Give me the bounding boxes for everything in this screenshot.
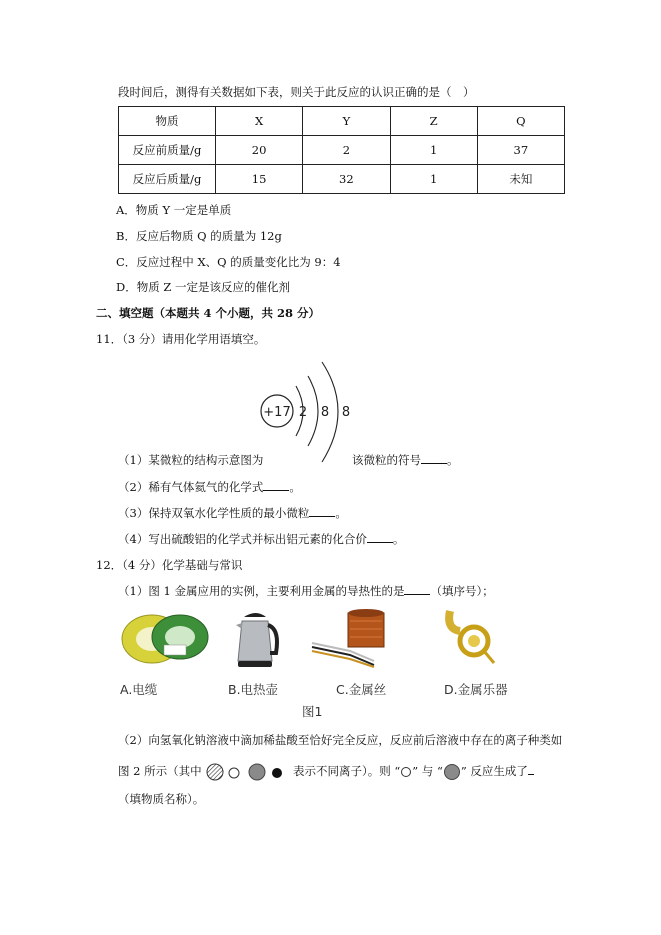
answer-blank[interactable] (367, 531, 393, 543)
q11-stem: 11．（3 分）请用化学用语填空。 (96, 332, 266, 346)
figure-label-b: B.电热壶 (228, 682, 279, 697)
nucleus-label: +17 (263, 405, 291, 420)
shell-electrons-3: 8 (341, 405, 351, 420)
end-mark: 。 (335, 506, 347, 520)
table-cell: 20 (216, 136, 303, 165)
figure-caption: 图1 (302, 704, 323, 719)
black-ion-icon (272, 768, 282, 778)
question-intro: 段时间后，测得有关数据如下表，则关于此反应的认识正确的是（ ） (118, 85, 475, 99)
answer-blank[interactable] (309, 505, 335, 517)
table-header-cell: 物质 (119, 107, 216, 136)
answer-blank[interactable] (263, 479, 289, 491)
q12-part1-tail: （填序号）； (430, 584, 494, 598)
table-cell: 37 (477, 136, 564, 165)
answer-blank[interactable] (421, 452, 447, 464)
atom-structure-diagram (258, 358, 358, 466)
end-mark: 。 (392, 532, 405, 546)
section-title: 二、填空题（本题共 4 个小题，共 28 分） (96, 306, 321, 320)
table-header-cell: Q (477, 107, 564, 136)
electric-kettle-image (232, 607, 282, 669)
table-cell: 15 (216, 165, 303, 194)
option-a: A．物质 Y 一定是单质 (116, 203, 232, 217)
table-row (119, 136, 565, 165)
figure-label-c: C.金属丝 (336, 682, 387, 697)
option-b: B．反应后物质 Q 的质量为 12g (116, 229, 282, 243)
white-ion-icon (400, 765, 412, 779)
q12-part2-line3: （填物质名称）。 (118, 792, 205, 806)
q11-part1-a: （1）某微粒的结构示意图为 (118, 453, 264, 467)
gray-ion-icon (443, 763, 461, 781)
figure-label-d: D.金属乐器 (444, 682, 508, 697)
q12-stem: 12．（4 分）化学基础与常识 (96, 558, 243, 572)
option-c: C．反应过程中 X、Q 的质量变化比为 9：4 (116, 255, 341, 269)
hatched-ion-icon (207, 764, 223, 780)
q11-part3-text: （3）保持双氧水化学性质的最小微粒 (118, 506, 310, 520)
q11-part1-b (352, 452, 459, 468)
q12-part2-line2 (118, 762, 534, 782)
answer-blank[interactable] (528, 763, 534, 775)
cable-image (118, 607, 210, 669)
q12-part2-line2a: 图 2 所示（其中 (118, 764, 202, 778)
shell-arc-2 (308, 376, 318, 446)
data-table (118, 106, 565, 194)
table-cell: 2 (303, 136, 390, 165)
shell-electrons-2: 8 (320, 405, 330, 420)
table-header-cell: Y (303, 107, 390, 136)
q12-part2-line2c: ” 与 “ (412, 764, 443, 778)
q12-part1 (118, 583, 494, 599)
table-cell: 1 (390, 136, 477, 165)
q11-part1-b-text: 该微粒的符号 (352, 453, 421, 467)
metal-wire-image (310, 607, 390, 669)
end-mark: 。 (289, 480, 301, 494)
metal-instrument-image (444, 607, 500, 669)
ion-legend-icons (205, 762, 289, 782)
table-header-cell: X (216, 107, 303, 136)
q11-part4 (118, 531, 404, 547)
table-header-row (119, 107, 565, 136)
table-cell: 1 (390, 165, 477, 194)
white-ion-icon (229, 768, 239, 778)
q12-part1-text: （1）图 1 金属应用的实例，主要利用金属的导热性的是 (118, 584, 405, 598)
option-d: D．物质 Z 一定是该反应的催化剂 (116, 280, 291, 294)
q12-part2-line2d: ” 反应生成了 (460, 764, 528, 778)
table-cell: 32 (303, 165, 390, 194)
table-header-cell: Z (390, 107, 477, 136)
end-mark: 。 (447, 453, 459, 467)
q12-part2-line2b: 表示不同离子）。则 “ (292, 764, 401, 778)
answer-blank[interactable] (404, 583, 430, 595)
figure-label-a: A.电缆 (120, 682, 158, 697)
table-row (119, 165, 565, 194)
q11-part2 (118, 479, 301, 495)
q11-part2-text: （2）稀有气体氦气的化学式 (118, 480, 264, 494)
shell-electrons-1: 2 (298, 405, 308, 420)
table-cell: 反应后质量/g (119, 165, 216, 194)
q11-part4-text: （4）写出硫酸铝的化学式并标出铝元素的化合价 (118, 532, 367, 546)
q12-part2-line1: （2）向氢氧化钠溶液中滴加稀盐酸至恰好完全反应，反应前后溶液中存在的离子种类如 (118, 733, 563, 747)
gray-ion-icon (249, 764, 265, 780)
table-cell: 未知 (477, 165, 564, 194)
table-cell: 反应前质量/g (119, 136, 216, 165)
q11-part3 (118, 505, 347, 521)
